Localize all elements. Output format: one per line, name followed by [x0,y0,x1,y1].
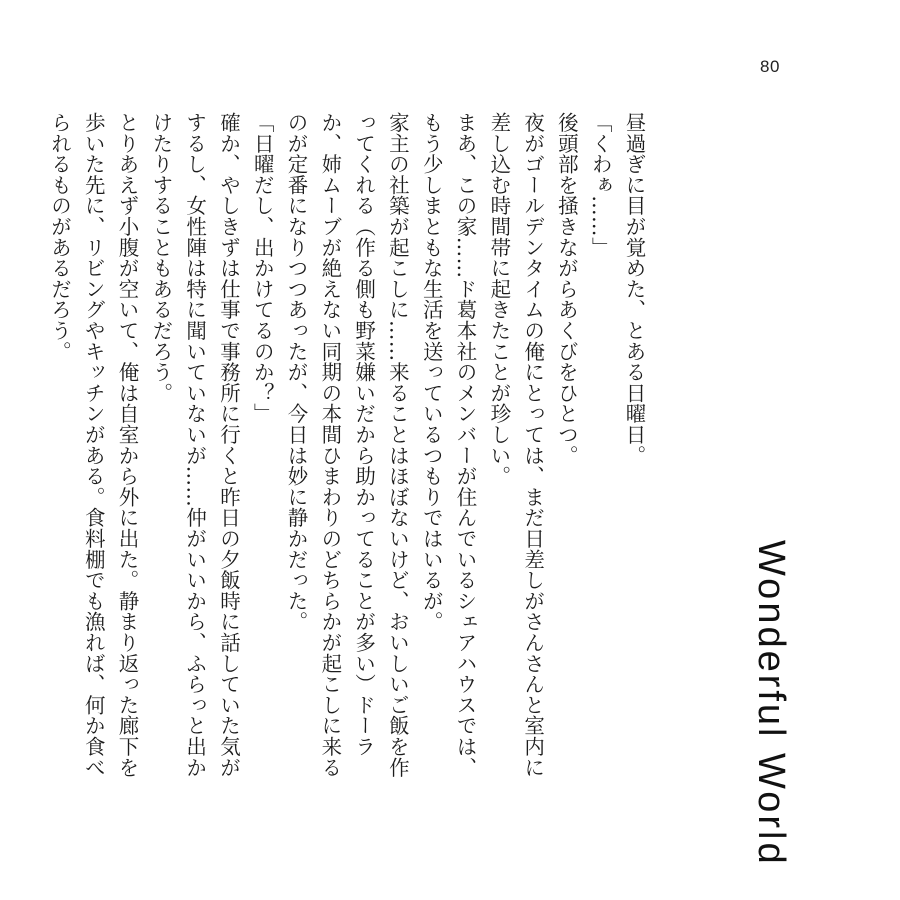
paragraph: 後頭部を掻きながらあくびをひとつ。 [554,112,579,466]
page-number: 80 [760,57,780,76]
paragraph: まあ、この家……ド葛本社のメンバーが住んでいるシェアハウスでは、もう少しまともな生活を送っているつもりではいるが。 [419,112,478,778]
body-text [47,112,650,792]
paragraph: とりあえず小腹が空いて、俺は自室から外に出た。静まり返った廊下を歩いた先に、リビングやキッチンがある。食料棚でも漁れば、何か食べられるものがあるだろう。 [47,112,140,778]
paragraph: 「日曜だし、出かけてるのか？」 [250,112,275,424]
chapter-title: Wonderful World [750,540,792,867]
paragraph: 確か、やしきずは仕事で事務所に行くと昨日の夕飯時に話していた気がするし、女性陣は特に聞いていないが……仲がいいから、ふらっと出かけたりすることもあるだろう。 [148,112,241,778]
paragraph: 家主の社築が起こしに……来ることはほぼないけど、おいしいご飯を作ってくれる（作る側も野菜嫌いだから助かってることが多い）ドーラか、姉ムーブが絶えない同期の本間ひまわりのどちらかが起こしに来るのが定番になりつつあったが、今日は妙に静かだった。 [284,112,410,778]
paragraph: 夜がゴールデンタイムの俺にとっては、まだ日差しがさんさんと室内に差し込む時間帯に起きたことが珍しい。 [486,112,545,778]
paragraph: 昼過ぎに目が覚めた、とある日曜日。 [622,112,646,466]
paragraph: 「くわぁ……」 [588,112,613,258]
